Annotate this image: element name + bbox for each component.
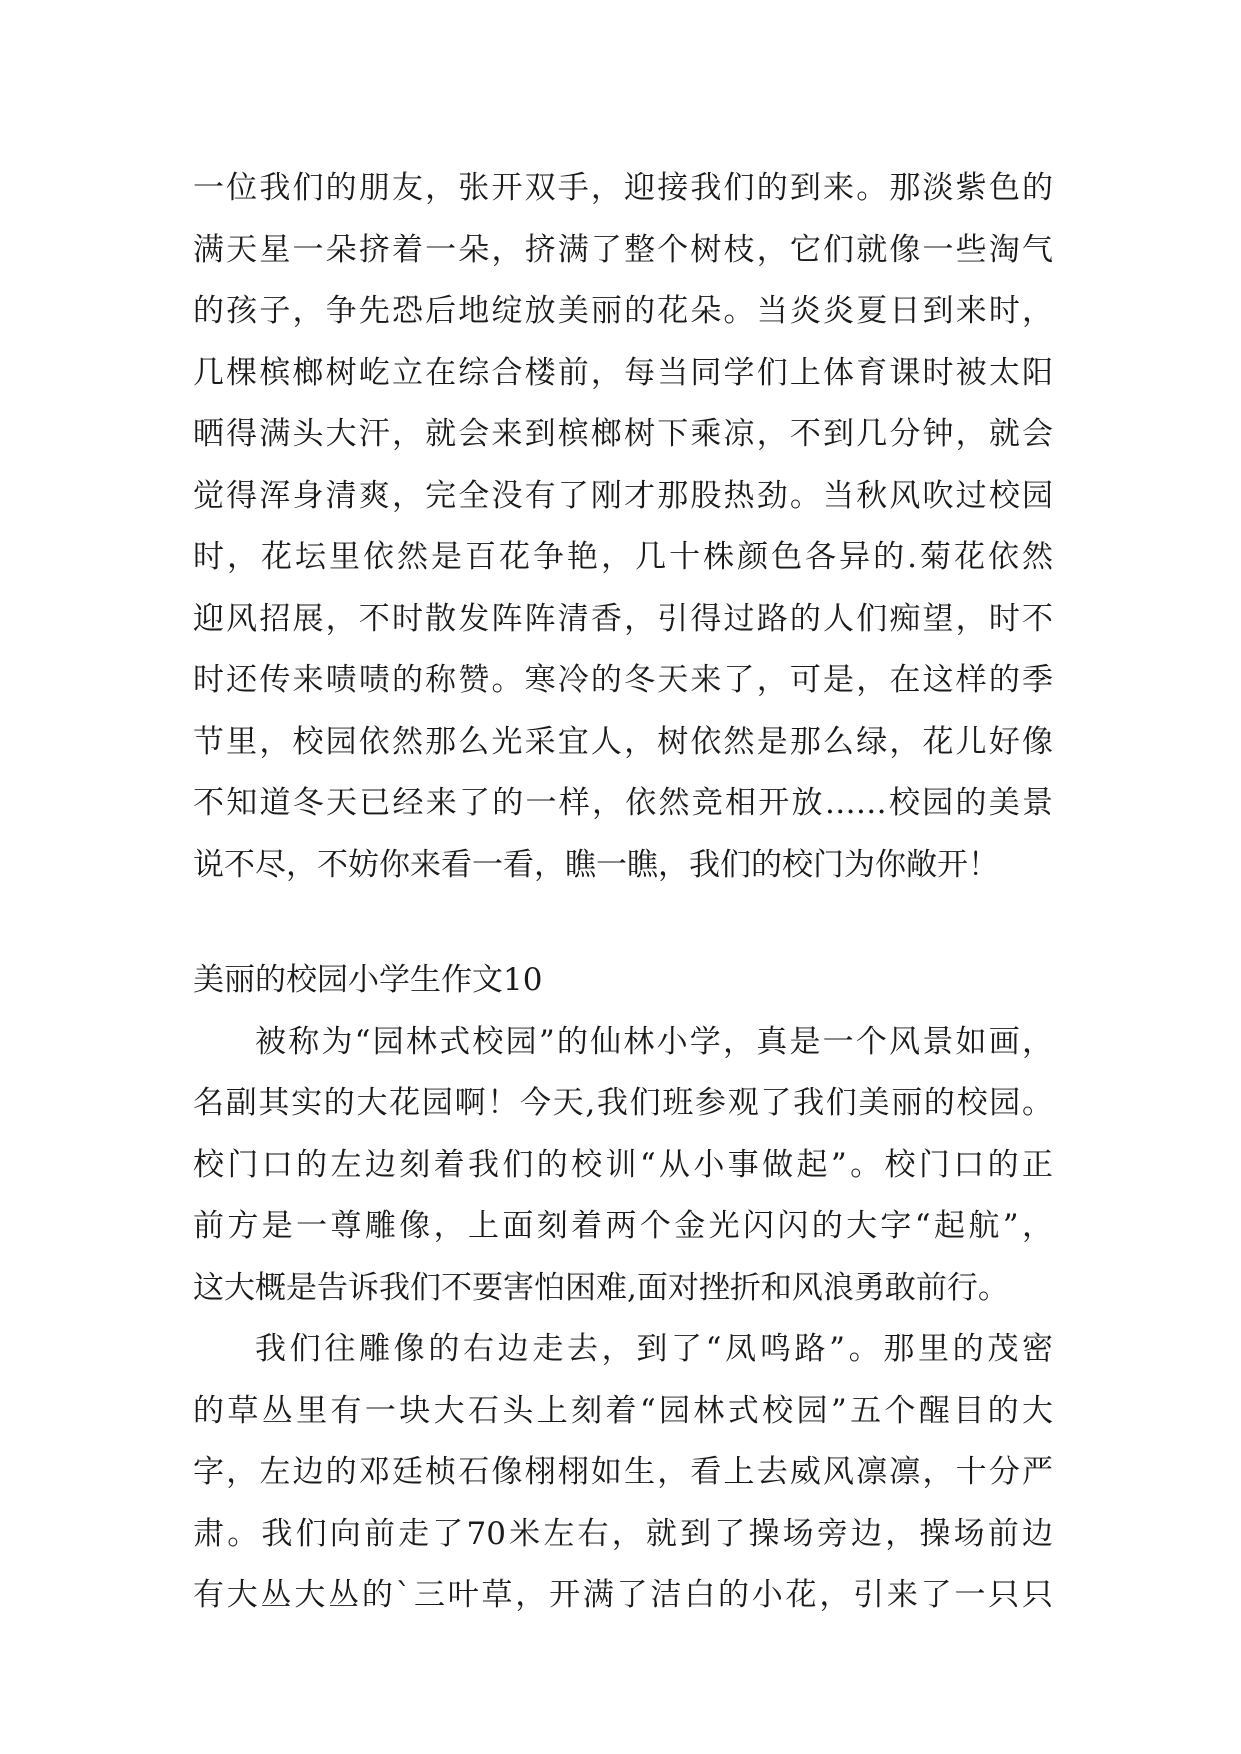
text-line: 几棵槟榔树屹立在综合楼前，每当同学们上体育课时被太阳 <box>193 354 1053 391</box>
text-line: 节里，校园依然那么光采宜人，树依然是那么绿，花儿好像 <box>193 723 1053 760</box>
paragraph-1 <box>193 1012 1053 1320</box>
text-line: 校门口的左边刻着我们的校训“从小事做起”。校门口的正 <box>193 1146 1053 1183</box>
section-2 <box>193 950 1053 1627</box>
text-line: 字，左边的邓廷桢石像栩栩如生，看上去威风凛凛，十分严 <box>193 1454 1053 1490</box>
text-line: 的孩子，争先恐后地绽放美丽的花朵。当炎炎夏日到来时， <box>193 293 1053 329</box>
text-line: 的草丛里有一块大石头上刻着“园林式校园”五个醒目的大 <box>193 1392 1053 1429</box>
text-line: 晒得满头大汗，就会来到槟榔树下乘凉，不到几分钟，就会 <box>193 416 1053 452</box>
text-line: 我们往雕像的右边走去，到了“凤鸣路”。那里的茂密 <box>255 1331 1053 1367</box>
text-line: 时，花坛里依然是百花争艳，几十株颜色各异的.菊花依然 <box>193 539 1053 575</box>
document-body <box>193 158 1053 1627</box>
text-line: 名副其实的大花园啊！今天,我们班参观了我们美丽的校园。 <box>193 1085 1053 1121</box>
section-title: 美丽的校园小学生作文10 <box>193 962 543 998</box>
section-1 <box>193 158 1053 896</box>
text-line: 一位我们的朋友，张开双手，迎接我们的到来。那淡紫色的 <box>193 170 1053 206</box>
text-line: 说不尽，不妨你来看一看，瞧一瞧，我们的校门为你敞开！ <box>193 846 999 883</box>
text-line: 时还传来啧啧的称赞。寒冷的冬天来了，可是，在这样的季 <box>193 662 1053 698</box>
section-gap <box>193 896 1053 950</box>
text-line: 被称为“园林式校园”的仙林小学，真是一个风景如画， <box>255 1023 1053 1060</box>
text-line: 肃。我们向前走了70米左右，就到了操场旁边，操场前边 <box>193 1515 1053 1552</box>
text-line: 觉得浑身清爽，完全没有了刚才那股热劲。当秋风吹过校园 <box>193 477 1053 514</box>
text-line: 满天星一朵挤着一朵，挤满了整个树枝，它们就像一些淘气 <box>193 231 1053 268</box>
text-line: 这大概是告诉我们不要害怕困难,面对挫折和风浪勇敢前行。 <box>193 1269 1009 1306</box>
text-line: 有大丛大丛的`三叶草，开满了洁白的小花，引来了一只只 <box>193 1577 1053 1613</box>
text-line: 前方是一尊雕像，上面刻着两个金光闪闪的大字“起航”， <box>193 1208 1053 1244</box>
text-line: 迎风招展，不时散发阵阵清香，引得过路的人们痴望，时不 <box>193 600 1053 637</box>
text-line: 不知道冬天已经来了的一样，依然竞相开放……校园的美景 <box>193 785 1053 821</box>
paragraph-2 <box>193 1319 1053 1627</box>
